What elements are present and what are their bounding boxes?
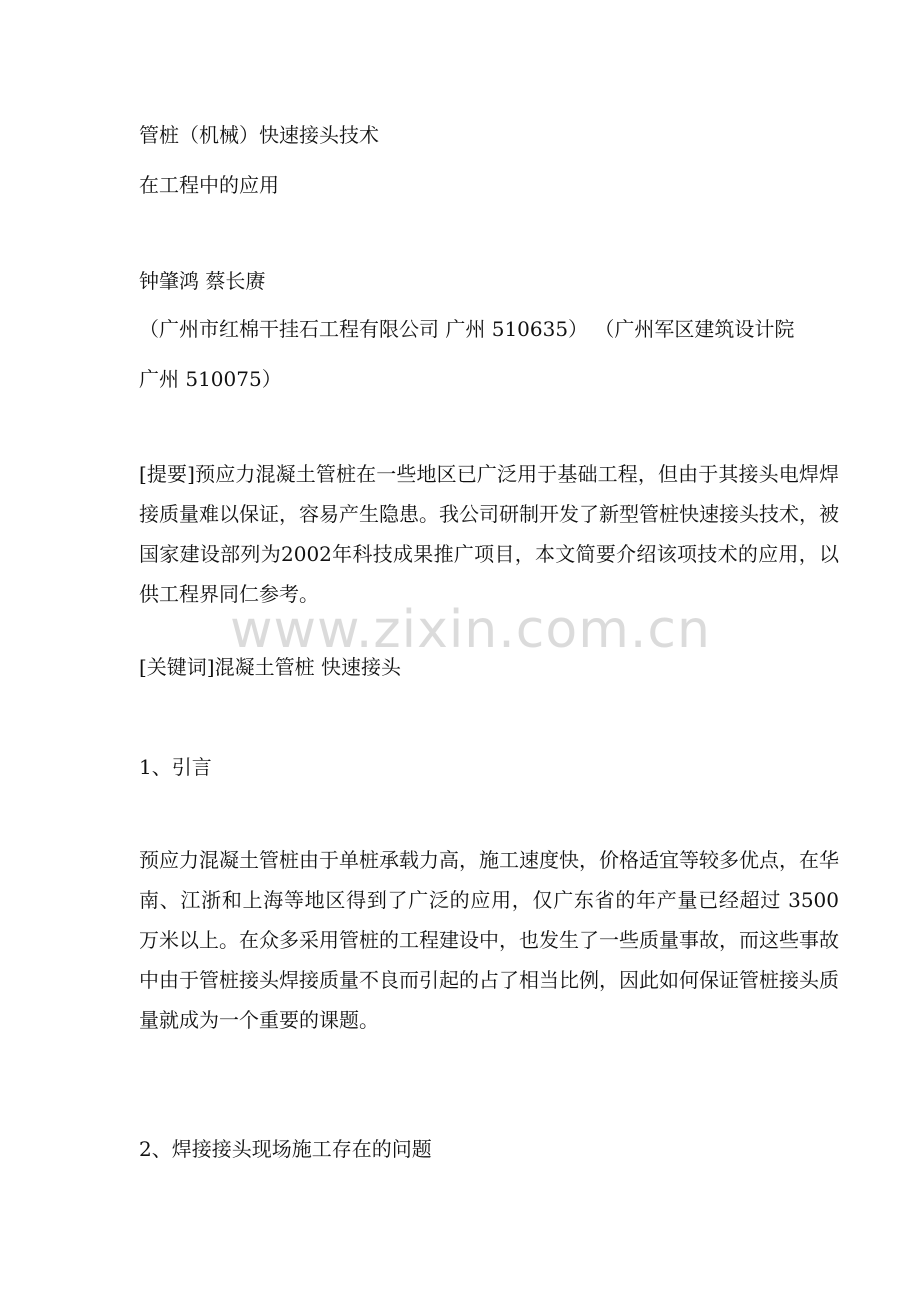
- watermark: www.zixin.com.cn: [230, 600, 711, 660]
- title-line-2: 在工程中的应用: [139, 173, 279, 197]
- affiliation-line-2: 广州 510075）: [139, 367, 282, 391]
- abstract-paragraph: [提要]预应力混凝土管桩在一些地区已广泛用于基础工程，但由于其接头电焊焊接质量难以保证，容易产生隐患。我公司研制开发了新型管桩快速接头技术，被国家建设部列为2002年科技成果推广项目，本文简要介绍该项技术的应用，以供工程界同仁参考。: [139, 462, 839, 606]
- title-line-1: 管桩（机械）快速接头技术: [139, 123, 379, 147]
- section-heading-introduction: 1、引言: [139, 755, 212, 779]
- authors: 钟肇鸿 蔡长赓: [139, 269, 266, 293]
- keywords: [关键词]混凝土管桩 快速接头: [139, 655, 401, 679]
- affiliation-line-1: （广州市红棉干挂石工程有限公司 广州 510635） （广州军区建筑设计院: [139, 317, 795, 341]
- section-heading-welding-problems: 2、焊接接头现场施工存在的问题: [139, 1137, 432, 1161]
- introduction-paragraph: 预应力混凝土管桩由于单桩承载力高，施工速度快，价格适宜等较多优点，在华南、江浙和上海等地区得到了广泛的应用，仅广东省的年产量已经超过 3500 万米以上。在众多采用管桩的工程建设中，也发生了一些质量事故，而这些事故中由于管桩接头焊接质量不良而引起的占了相当比例，因此如何保证管桩接头质量就成为一个重要的课题。: [139, 848, 839, 1032]
